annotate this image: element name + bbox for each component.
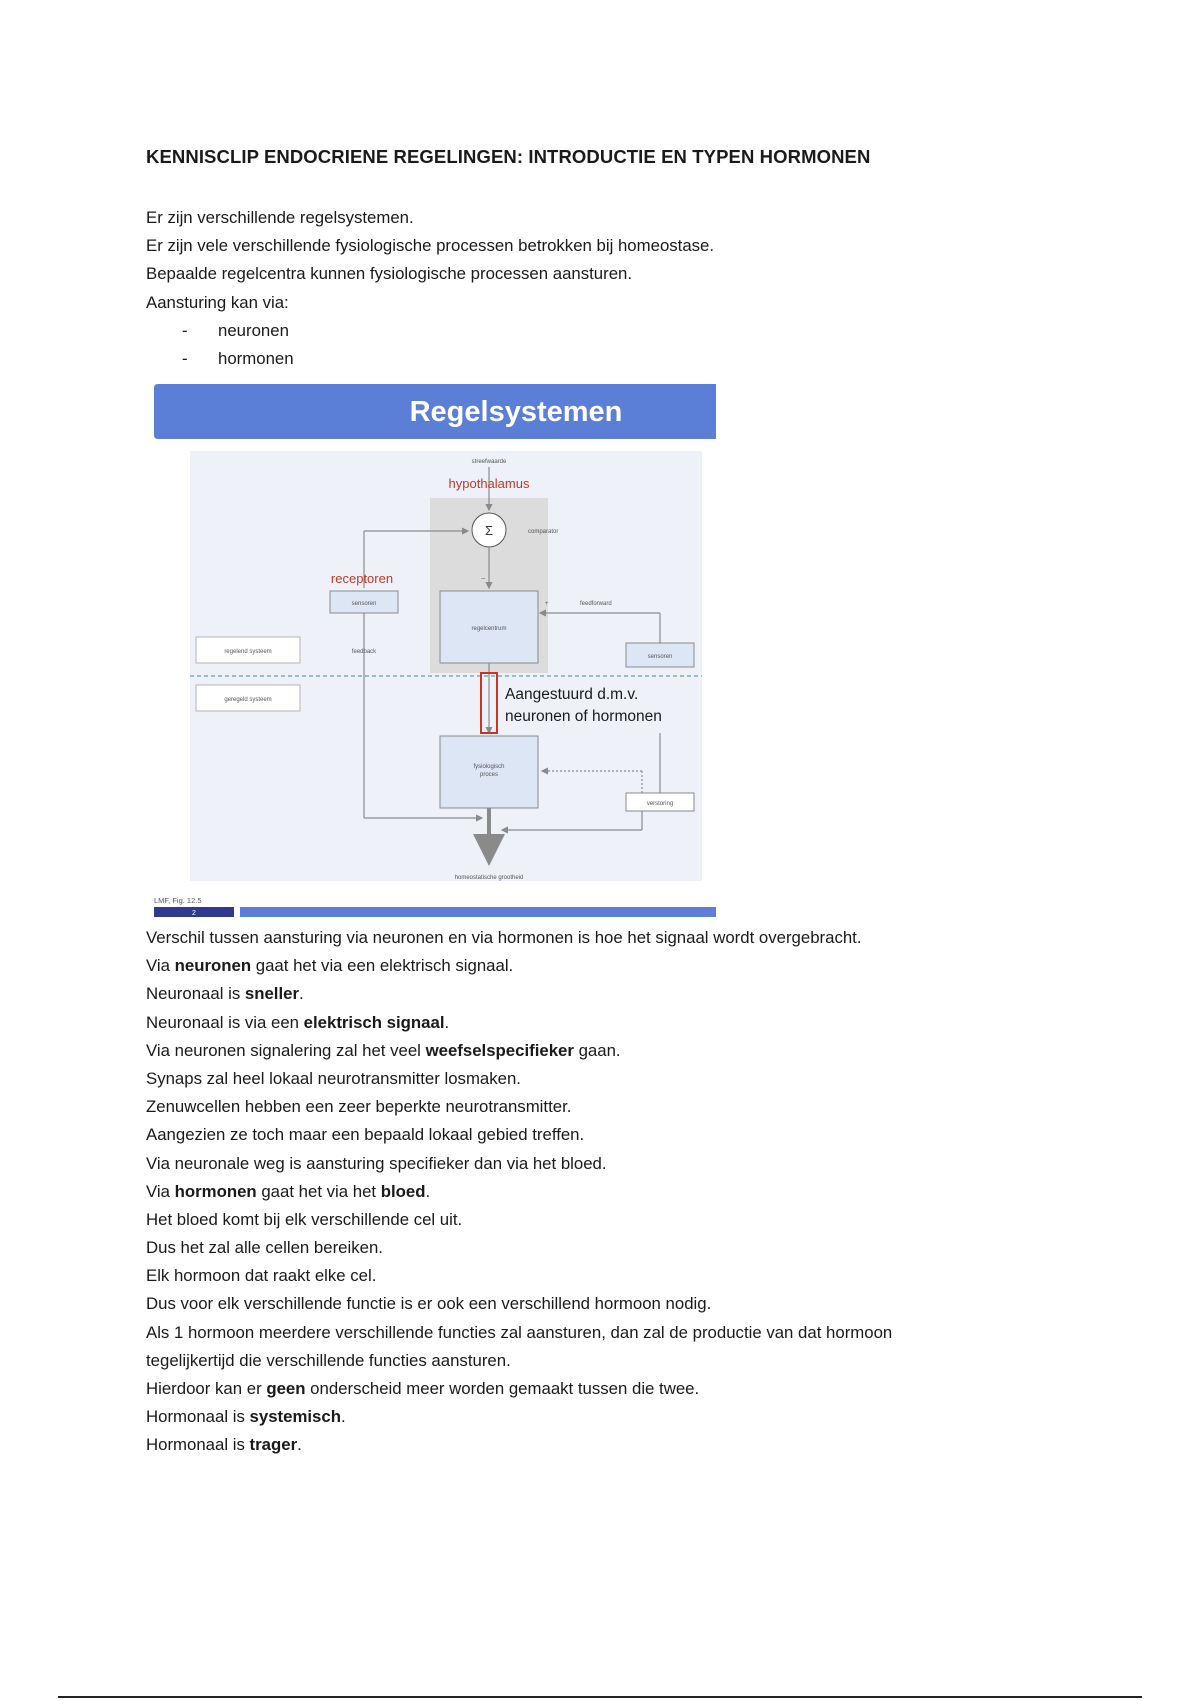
- body-line: [146, 1262, 892, 1290]
- body-line: [146, 1093, 892, 1121]
- bold-term: weefselspecifieker: [425, 1040, 574, 1060]
- text-run: Via neuronen signalering zal het veel: [146, 1040, 426, 1060]
- text-run: Aangezien ze toch maar een bepaald lokaal gebied treffen.: [146, 1125, 585, 1145]
- text-run: Als 1 hormoon meerdere verschillende functies zal aansturen, dan zal de productie van dat hormoon: [146, 1322, 893, 1342]
- slide-number: 2: [192, 910, 196, 917]
- text-run: .: [444, 1012, 450, 1032]
- fysiologisch-line2: proces: [479, 772, 499, 778]
- intro-line: Bepaalde regelcentra kunnen fysiologische processen aansturen.: [146, 264, 633, 284]
- body-line: [146, 1178, 892, 1206]
- intro-section: [146, 204, 714, 373]
- sensoren-label: sensoren: [351, 601, 377, 607]
- bullet-list: [146, 317, 714, 373]
- text-run: onderscheid meer worden gemaakt tussen die twee.: [305, 1379, 700, 1398]
- text-run: Hormonaal is: [146, 1407, 250, 1427]
- text-run: Dus voor elk verschillende functie is er ook een verschillend hormoon nodig.: [146, 1294, 712, 1314]
- regelsystemen-diagram: [150, 383, 716, 918]
- body-line: [146, 952, 892, 980]
- text-run: gaat het via het: [256, 1181, 381, 1201]
- text-run: tegelijkertijd die verschillende functies aansturen.: [146, 1350, 511, 1370]
- text-run: .: [340, 1407, 346, 1427]
- text-run: Via neuronale weg is aansturing specifieker dan via het bloed.: [146, 1153, 607, 1173]
- text-run: gaan.: [573, 1040, 621, 1060]
- text-run: Via: [146, 956, 175, 976]
- bold-term: sneller: [244, 984, 299, 1004]
- body-line: [146, 1150, 892, 1178]
- bold-term: trager: [249, 1435, 298, 1455]
- regelend-systeem-label: regelend systeem: [224, 649, 272, 655]
- body-line: [146, 1290, 892, 1318]
- bold-term: neuronen: [174, 956, 252, 976]
- aangestuurd-line2: neuronen of hormonen: [505, 708, 662, 725]
- bullet-marker: -: [182, 348, 188, 368]
- text-run: Zenuwcellen hebben een zeer beperkte neurotransmitter.: [146, 1097, 572, 1117]
- text-run: Elk hormoon dat raakt elke cel.: [146, 1266, 377, 1286]
- body-line: [146, 1431, 892, 1459]
- text-run: .: [425, 1181, 431, 1201]
- regelsystemen-figure: [150, 383, 716, 918]
- text-run: Dus het zal alle cellen bereiken.: [146, 1238, 383, 1258]
- comparator-label: comparator: [528, 529, 559, 535]
- bold-term: systemisch: [249, 1407, 341, 1427]
- body-line: [146, 924, 892, 952]
- text-run: gaat het via een elektrisch signaal.: [251, 956, 514, 976]
- body-text: [146, 924, 892, 1460]
- text-run: Via: [146, 1181, 175, 1201]
- text-run: .: [299, 984, 304, 1004]
- bullet-item: [146, 345, 714, 373]
- text-run: Verschil tussen aansturing via neuronen en via hormonen is hoe het signaal wordt overgebracht.: [146, 928, 862, 947]
- bold-term: elektrisch signaal: [303, 1012, 445, 1032]
- body-line: [146, 1375, 892, 1403]
- feedback-label: feedback: [351, 649, 377, 655]
- text-run: .: [297, 1435, 302, 1455]
- homeostatische-grootheid-label: homeostatische grootheid: [454, 875, 524, 881]
- text-run: Neuronaal is: [146, 984, 245, 1004]
- sensoren-right-label: sensoren: [647, 654, 673, 660]
- intro-line: Er zijn vele verschillende fysiologische processen betrokken bij homeostase.: [146, 236, 715, 256]
- body-line: [146, 1121, 892, 1149]
- minus-sign: −: [481, 576, 486, 583]
- bullet-item: [146, 317, 714, 345]
- text-run: Neuronaal is via een: [146, 1012, 304, 1032]
- regelcentrum-label: regelcentrum: [471, 626, 507, 632]
- sigma-symbol: Σ: [484, 523, 494, 538]
- streefwaarde-label: streefwaarde: [471, 459, 507, 465]
- body-line: [146, 1009, 892, 1037]
- intro-line: Er zijn verschillende regelsystemen.: [146, 208, 414, 227]
- bullet-text: hormonen: [218, 348, 294, 368]
- body-line: [146, 980, 892, 1008]
- aangestuurd-line1: Aangestuurd d.m.v.: [505, 686, 639, 703]
- figure-source: LMF, Fig. 12.5: [154, 896, 202, 905]
- fysiologisch-line1: fysiologisch: [473, 764, 505, 770]
- slide-title: Regelsystemen: [409, 396, 623, 428]
- bullet-marker: -: [182, 320, 188, 340]
- bold-term: geen: [266, 1379, 306, 1398]
- body-line: [146, 1037, 892, 1065]
- body-line: [146, 1347, 892, 1375]
- body-line: [146, 1319, 892, 1347]
- bullet-text: neuronen: [218, 320, 289, 340]
- footer-rule: [58, 1696, 1142, 1698]
- bold-term: bloed: [380, 1181, 426, 1201]
- body-line: [146, 1206, 892, 1234]
- geregeld-systeem-label: geregeld systeem: [224, 697, 272, 703]
- intro-line: Aansturing kan via:: [146, 292, 289, 312]
- text-run: Hormonaal is: [146, 1435, 250, 1455]
- text-run: Het bloed komt bij elk verschillende cel uit.: [146, 1209, 463, 1229]
- plus-sign: +: [545, 601, 549, 607]
- text-run: Synaps zal heel lokaal neurotransmitter losmaken.: [146, 1068, 521, 1088]
- slide-footer-bar: [240, 907, 716, 917]
- body-line: [146, 1065, 892, 1093]
- verstoring-label: verstoring: [646, 801, 674, 807]
- hypothalamus-label: hypothalamus: [448, 476, 530, 491]
- body-line: [146, 1403, 892, 1431]
- document-title: KENNISCLIP ENDOCRIENE REGELINGEN: INTRODUCTIE EN TYPEN HORMONEN: [146, 146, 871, 167]
- text-run: Hierdoor kan er: [146, 1379, 267, 1398]
- feedforward-label: feedforward: [580, 601, 612, 607]
- bold-term: hormonen: [174, 1181, 257, 1201]
- body-line: [146, 1234, 892, 1262]
- receptoren-label: receptoren: [330, 571, 394, 586]
